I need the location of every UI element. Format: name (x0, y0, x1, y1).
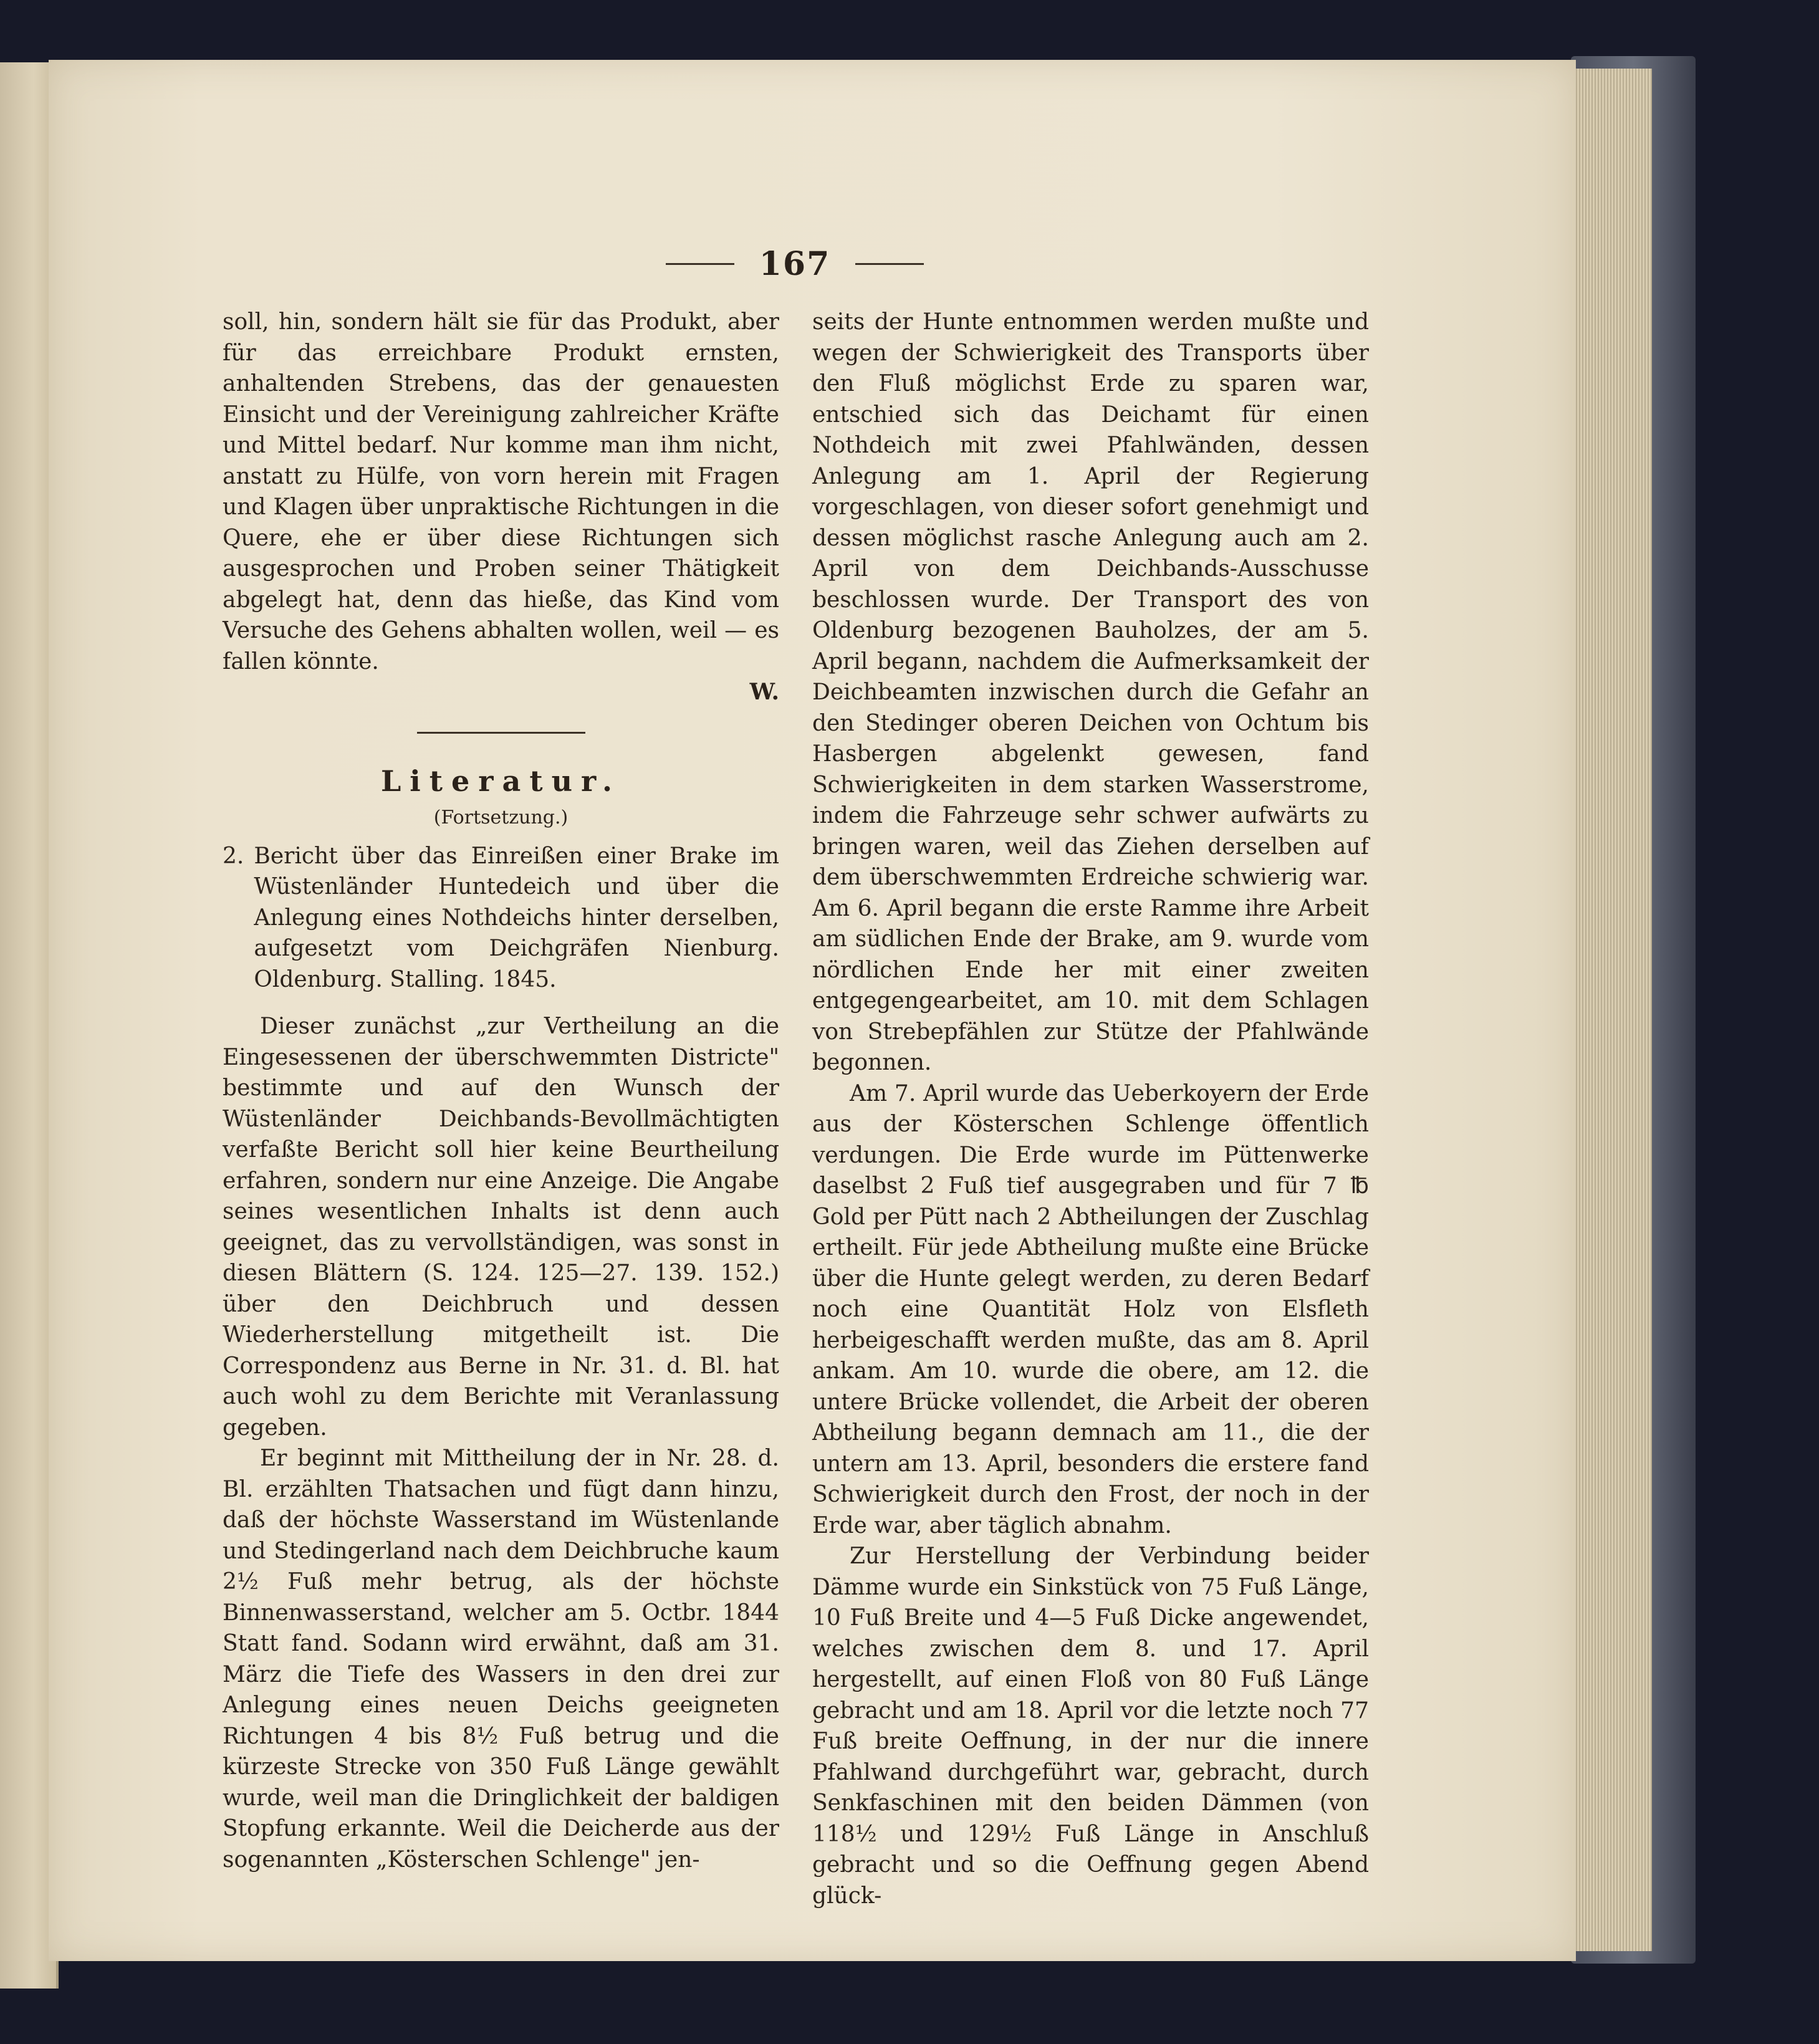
list-item (223, 841, 779, 996)
signature: W. (749, 679, 779, 705)
body-paragraph: seits der Hunte entnommen werden mußte und wegen der Schwierigkeit des Transports über den Fluß möglichst Erde zu sparen war, entschied sich das Deichamt für einen Nothdeich mit zwei Pfahlwänden, dessen Anlegung am 1. April der Regierung vorgeschlagen, von dieser sofort genehmigt und dessen möglichst rasche Anlegung auch am 2. April von dem Deichbands-Ausschusse beschlossen wurde. Der Transport des von Oldenburg bezogenen Bauholzes, der am 5. April begann, nachdem die Aufmerksamkeit der Deichbeamten inzwischen durch die Gefahr an den Stedinger oberen Deichen von Ochtum bis Hasbergen abgelenkt gewesen, fand Schwierigkeiten in dem starken Wasserstrome, indem die Fahrzeuge sehr schwer aufwärts zu bringen waren, weil das Ziehen derselben auf dem überschwemmten Erdreiche schwierig war. Am 6. April begann die erste Ramme ihre Arbeit am südlichen Ende der Brake, am 9. wurde vom nördlichen Ende her mit einer zweiten entgegengearbeitet, am 10. mit dem Schlagen von Strebepfählen zur Stütze der Pfahlwände begonnen. (812, 309, 1369, 1075)
header-rule-left (666, 263, 734, 265)
section-heading: Literatur. (380, 764, 622, 798)
page-edges (1571, 69, 1652, 1951)
page-number: 167 (759, 244, 831, 283)
signature-line (223, 677, 779, 708)
body-paragraph: Er beginnt mit Mittheilung der in Nr. 28. d. Bl. erzählten Thatsachen und fügt dann hinzu, daß der höchste Wasserstand im Wüstenlande und Stedingerland nach dem Deichbruche kaum 2½ Fuß mehr betrug, als der höchste Binnenwasserstand, welcher am 5. Octbr. 1844 Statt fand. Sodann wird erwähnt, daß am 31. März die Tiefe des Wassers in den drei zur Anlegung eines neuen Deichs geeigneten Richtungen 4 bis 8½ Fuß betrug und die kürzeste Strecke von 350 Fuß Länge gewählt wurde, weil man die Dringlichkeit der baldigen Stopfung erkannte. Weil die Deicherde aus der sogenannten „Kösterschen Schlenge" jen- (223, 1446, 779, 1873)
header-rule-right (855, 263, 924, 265)
body-paragraph: Dieser zunächst „zur Vertheilung an die Eingesessenen der überschwemmten Districte" bestimmte und auf den Wunsch der Wüstenländer Deichbands-Bevollmächtigten verfaßte Bericht soll hier keine Beurtheilung erfahren, sondern nur eine Anzeige. Die Angabe seines wesentlichen Inhalts ist denn auch geeignet, das zu vervollständigen, was sonst in diesen Blättern (S. 124. 125—27. 139. 152.) über den Deichbruch und dessen Wiederherstellung mitgetheilt ist. Die Correspondenz aus Berne in Nr. 31. d. Bl. hat auch wohl zu dem Berichte mit Veranlassung gegeben. (223, 1014, 779, 1441)
right-column (812, 307, 1369, 1911)
body-paragraph: Zur Herstellung der Verbindung beider Dämme wurde ein Sinkstück von 75 Fuß Länge, 10 Fuß Breite und 4—5 Fuß Dicke angewendet, welches zwischen dem 8. und 17. April hergestellt, auf einen Floß von 80 Fuß Länge gebracht und am 18. April vor die letzte noch 77 Fuß breite Oeffnung, in der nur die innere Pfahlwand durchgeführt war, gebracht, durch Senkfaschinen mit den beiden Dämmen (von 118½ und 129½ Fuß Länge in Anschluß gebracht und so die Oeffnung gegen Abend glück- (812, 1543, 1369, 1909)
intro-paragraph: soll, hin, sondern hält sie für das Produkt, aber für das erreichbare Produkt ernsten, anhaltenden Strebens, das der genauesten Einsicht und der Vereinigung zahlreicher Kräfte und Mittel bedarf. Nur komme man ihm nicht, anstatt zu Hülfe, von vorn herein mit Fragen und Klagen über unpraktische Richtungen in die Quere, ehe er über diese Richtungen sich ausgesprochen und Proben seiner Thätigkeit abgelegt hat, denn das hieße, das Kind vom Versuche des Gehens abhalten wollen, weil — es fallen könnte. (223, 309, 779, 674)
list-item-number: 2. (223, 843, 244, 869)
section-subheading: (Fortsetzung.) (433, 806, 569, 828)
body-paragraph: Am 7. April wurde das Ueberkoyern der Erde aus der Kösterschen Schlenge öffentlich verdungen. Die Erde wurde im Püttenwerke daselbst 2 Fuß tief ausgegraben und für 7 ℔ Gold per Pütt nach 2 Abtheilungen der Zuschlag ertheilt. Für jede Abtheilung mußte eine Brücke über die Hunte gelegt werden, zu deren Bedarf noch eine Quantität Holz von Elsfleth herbeigeschafft werden mußte, das am 8. April ankam. Am 10. wurde die obere, am 12. die untere Brücke vollendet, die Arbeit der oberen Abtheilung begann demnach am 11., die der untern am 13. April, besonders die erstere fand Schwierigkeit durch den Frost, der noch in der Erde war, aber täglich abnahm. (812, 1080, 1369, 1538)
page-header (642, 245, 948, 282)
list-item-text: Bericht über das Einreißen einer Brake im Wüstenländer Huntedeich und über die Anlegung eines Nothdeichs hinter derselben, aufgesetzt vom Deichgräfen Nienburg. Oldenburg. Stalling. 1845. (254, 843, 779, 992)
left-column (223, 307, 779, 1875)
section-divider (417, 732, 585, 734)
